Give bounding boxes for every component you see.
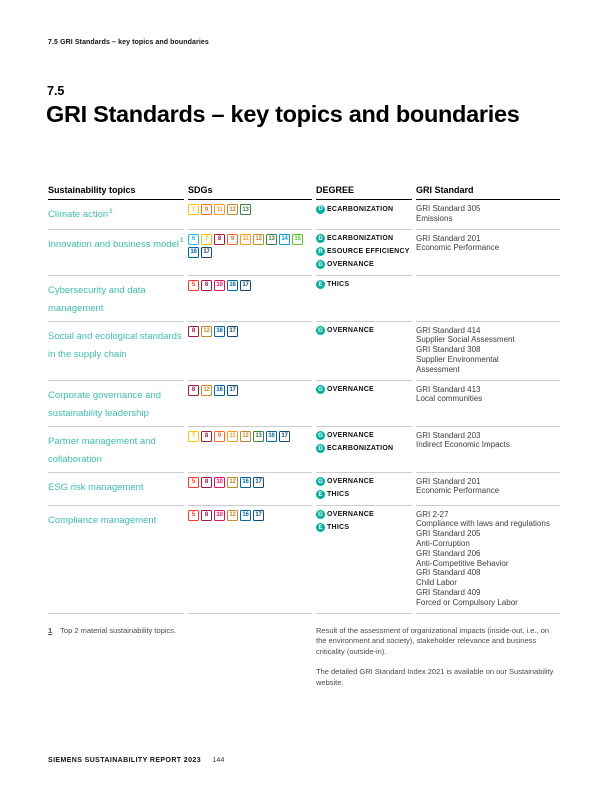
degree-cell (316, 426, 412, 472)
gri-standard-line: Child Labor (416, 578, 457, 588)
degree-item (316, 431, 412, 441)
sdg-8-badge: 8 (214, 234, 225, 245)
degree-item (316, 247, 412, 257)
sdg-10-badge: 10 (214, 280, 225, 291)
degree-item (316, 204, 412, 214)
gri-standard-line: GRI Standard 408 (416, 568, 481, 578)
border-segment (316, 613, 412, 614)
sdg-16-badge: 16 (227, 280, 238, 291)
sdg-17-badge: 17 (253, 510, 264, 521)
degree-item (316, 490, 412, 500)
table-row (48, 321, 560, 380)
gri-standard-line: Emissions (416, 213, 453, 223)
sdg-16-badge: 16 (214, 326, 225, 337)
page-footer (48, 757, 225, 764)
sdg-cell (188, 505, 312, 613)
sdg-13-badge: 13 (240, 204, 251, 215)
degree-item (316, 477, 412, 487)
footnote-left (48, 626, 316, 689)
sdg-13-badge: 13 (253, 431, 264, 442)
sdg-13-badge: 13 (266, 234, 277, 245)
degree-item (316, 523, 412, 533)
sdg-9-badge: 9 (227, 234, 238, 245)
topic-cell (48, 200, 184, 229)
degree-label: THICS (327, 524, 350, 532)
degree-label: OVERNANCE (327, 478, 374, 486)
footnote-paragraph: The detailed GRI Standard Index 2021 is available on our Sustainability website. (316, 667, 554, 687)
footnote-text: Top 2 material sustainability topics. (60, 625, 177, 635)
degree-initial-icon: G (316, 260, 325, 269)
degree-initial-icon: G (316, 326, 325, 335)
column-header-degree: DEGREE (316, 185, 412, 200)
footer-page-number: 144 (212, 757, 225, 764)
sdg-cell (188, 275, 312, 321)
topic-label: Compliance management (48, 514, 157, 526)
degree-initial-icon: D (316, 205, 325, 214)
table-row (48, 229, 560, 275)
sdg-14-badge: 14 (279, 234, 290, 245)
topic-label: Climate action$^1$ (48, 208, 113, 220)
sdg-10-badge: 10 (214, 477, 225, 488)
degree-label: THICS (327, 491, 350, 499)
sdg-12-badge: 12 (240, 431, 251, 442)
sdg-15-badge: 15 (292, 234, 303, 245)
sdg-cell (188, 380, 312, 426)
gri-cell (416, 275, 560, 321)
sdg-17-badge: 17 (253, 477, 264, 488)
sdg-5-badge: 5 (188, 510, 199, 521)
column-header-gri: GRI Standard (416, 185, 560, 200)
gri-cell (416, 200, 560, 229)
section-number: 7.5 (47, 84, 65, 98)
topic-cell (48, 229, 184, 275)
topic-label: ESG risk management (48, 481, 144, 493)
column-header-sdgs: SDGs (188, 185, 312, 200)
sdg-12-badge: 12 (227, 477, 238, 488)
sdg-12-badge: 12 (227, 204, 238, 215)
degree-cell (316, 505, 412, 613)
table-body (48, 200, 560, 613)
sdg-17-badge: 17 (227, 326, 238, 337)
gri-standard-line: GRI Standard 414 (416, 325, 481, 335)
sdg-16-badge: 16 (240, 510, 251, 521)
topic-cell (48, 472, 184, 505)
sdg-11-badge: 11 (214, 204, 225, 215)
sdg-5-badge: 5 (188, 477, 199, 488)
topic-cell (48, 380, 184, 426)
degree-initial-icon: D (316, 444, 325, 453)
table-row (48, 505, 560, 613)
degree-label: THICS (327, 281, 350, 289)
sdg-17-badge: 17 (201, 247, 212, 258)
sdg-8-badge: 8 (201, 280, 212, 291)
sdg-16-badge: 16 (266, 431, 277, 442)
table-row (48, 380, 560, 426)
degree-label: OVERNANCE (327, 432, 374, 440)
gri-standard-line: Anti-Corruption (416, 538, 470, 548)
gri-standard-line: Forced or Compulsory Labor (416, 597, 518, 607)
degree-initial-icon: G (316, 385, 325, 394)
sdg-17-badge: 17 (227, 385, 238, 396)
sdg-cell (188, 321, 312, 380)
topic-cell (48, 275, 184, 321)
sdg-7-badge: 7 (188, 431, 199, 442)
gri-standard-line: Economic Performance (416, 243, 500, 253)
degree-label: OVERNANCE (327, 386, 374, 394)
sdg-cell (188, 426, 312, 472)
degree-initial-icon: G (316, 510, 325, 519)
topic-cell (48, 505, 184, 613)
gri-standard-line: GRI Standard 409 (416, 587, 481, 597)
gri-cell (416, 229, 560, 275)
degree-item (316, 260, 412, 270)
degree-cell (316, 321, 412, 380)
gri-cell (416, 472, 560, 505)
degree-cell (316, 200, 412, 229)
sdg-8-badge: 8 (188, 326, 199, 337)
footnote-paragraph: Result of the assessment of organizational impacts (inside-out, i.e., on the environment and society), stakeholder relevance and business criticality (outside-in). (316, 625, 550, 656)
gri-standard-line: GRI 2-27 (416, 509, 449, 519)
sdg-7-badge: 7 (188, 204, 199, 215)
gri-standard-line: Local communities (416, 394, 483, 404)
degree-label: ESOURCE EFFICIENCY (327, 248, 410, 256)
border-segment (48, 613, 184, 614)
footer-report-name: SIEMENS SUSTAINABILITY REPORT 2023 (48, 757, 201, 764)
sdg-11-badge: 11 (240, 234, 251, 245)
topic-label: Cybersecurity and data management (48, 284, 146, 314)
gri-standard-line: Anti-Competitive Behavior (416, 558, 509, 568)
column-header-topics: Sustainability topics (48, 185, 184, 200)
gri-standard-line: GRI Standard 413 (416, 384, 481, 394)
topic-cell (48, 321, 184, 380)
border-segment (188, 613, 312, 614)
gri-standard-line: Supplier Environmental (416, 354, 499, 364)
sdg-cell (188, 200, 312, 229)
sdg-9-badge: 9 (201, 204, 212, 215)
gri-standard-line: Compliance with laws and regulations (416, 519, 550, 529)
degree-item (316, 510, 412, 520)
degree-label: OVERNANCE (327, 327, 374, 335)
degree-initial-icon: D (316, 234, 325, 243)
gri-standard-line: GRI Standard 305 (416, 204, 481, 213)
sdg-cell (188, 229, 312, 275)
gri-standard-line: GRI Standard 206 (416, 548, 481, 558)
sdg-16-badge: 16 (214, 385, 225, 396)
degree-label: OVERNANCE (327, 511, 374, 519)
sdg-9-badge: 9 (214, 431, 225, 442)
gri-standard-line: Economic Performance (416, 486, 500, 496)
gri-cell (416, 321, 560, 380)
sdg-12-badge: 12 (201, 326, 212, 337)
running-header: 7.5 GRI Standards – key topics and boundaries (48, 39, 209, 46)
degree-item (316, 326, 412, 336)
topic-label: Corporate governance and sustainability leadership (48, 389, 162, 419)
table-row (48, 426, 560, 472)
degree-item (316, 234, 412, 244)
degree-initial-icon: G (316, 431, 325, 440)
table-row (48, 472, 560, 505)
gri-standards-table (48, 185, 560, 688)
topic-label: Innovation and business model$^1$ (48, 238, 184, 250)
sdg-6-badge: 6 (188, 234, 199, 245)
sdg-8-badge: 8 (201, 477, 212, 488)
topic-footnote-ref[interactable]: 1 (179, 238, 184, 245)
topic-cell (48, 426, 184, 472)
degree-initial-icon: E (316, 523, 325, 532)
border-segment (416, 613, 560, 614)
gri-standard-line: GRI Standard 308 (416, 345, 481, 355)
sdg-12-badge: 12 (201, 385, 212, 396)
topic-label: Social and ecological standards in the supply chain (48, 330, 182, 360)
gri-cell (416, 505, 560, 613)
sdg-12-badge: 12 (253, 234, 264, 245)
sdg-17-badge: 17 (240, 280, 251, 291)
degree-label: ECARBONIZATION (327, 205, 394, 213)
gri-standard-line: GRI Standard 201 (416, 233, 481, 243)
sdg-16-badge: 16 (188, 247, 199, 258)
sdg-7-badge: 7 (201, 234, 212, 245)
gri-standard-line: GRI Standard 205 (416, 529, 481, 539)
degree-cell (316, 229, 412, 275)
sdg-10-badge: 10 (214, 510, 225, 521)
degree-initial-icon: E (316, 280, 325, 289)
footnote-right (316, 626, 560, 689)
page-title: GRI Standards – key topics and boundaries (46, 101, 520, 127)
table-row (48, 275, 560, 321)
gri-standard-line: Assessment (416, 364, 460, 374)
degree-item (316, 385, 412, 395)
sdg-11-badge: 11 (227, 431, 238, 442)
degree-label: OVERNANCE (327, 261, 374, 269)
degree-item (316, 280, 412, 290)
footnote-marker-link[interactable]: 1 (48, 625, 53, 635)
table-header-row (48, 185, 560, 200)
degree-label: ECARBONIZATION (327, 235, 394, 243)
gri-standard-line: Indirect Economic Impacts (416, 440, 510, 450)
degree-initial-icon: G (316, 477, 325, 486)
degree-cell (316, 472, 412, 505)
topic-label: Partner management and collaboration (48, 435, 156, 465)
gri-standard-line: GRI Standard 203 (416, 430, 481, 440)
sdg-12-badge: 12 (227, 510, 238, 521)
degree-initial-icon: E (316, 490, 325, 499)
sdg-cell (188, 472, 312, 505)
degree-cell (316, 380, 412, 426)
table-row (48, 200, 560, 229)
degree-label: ECARBONIZATION (327, 445, 394, 453)
gri-standard-line: GRI Standard 201 (416, 476, 481, 486)
footnotes-section (48, 626, 560, 689)
gri-standard-line: Supplier Social Assessment (416, 335, 515, 345)
sdg-8-badge: 8 (188, 385, 199, 396)
gri-cell (416, 426, 560, 472)
degree-initial-icon: R (316, 247, 325, 256)
sdg-8-badge: 8 (201, 510, 212, 521)
sdg-5-badge: 5 (188, 280, 199, 291)
topic-footnote-ref[interactable]: 1 (109, 208, 113, 215)
sdg-17-badge: 17 (279, 431, 290, 442)
degree-cell (316, 275, 412, 321)
sdg-8-badge: 8 (201, 431, 212, 442)
gri-cell (416, 380, 560, 426)
degree-item (316, 444, 412, 454)
table-bottom-border (48, 613, 560, 614)
sdg-16-badge: 16 (240, 477, 251, 488)
